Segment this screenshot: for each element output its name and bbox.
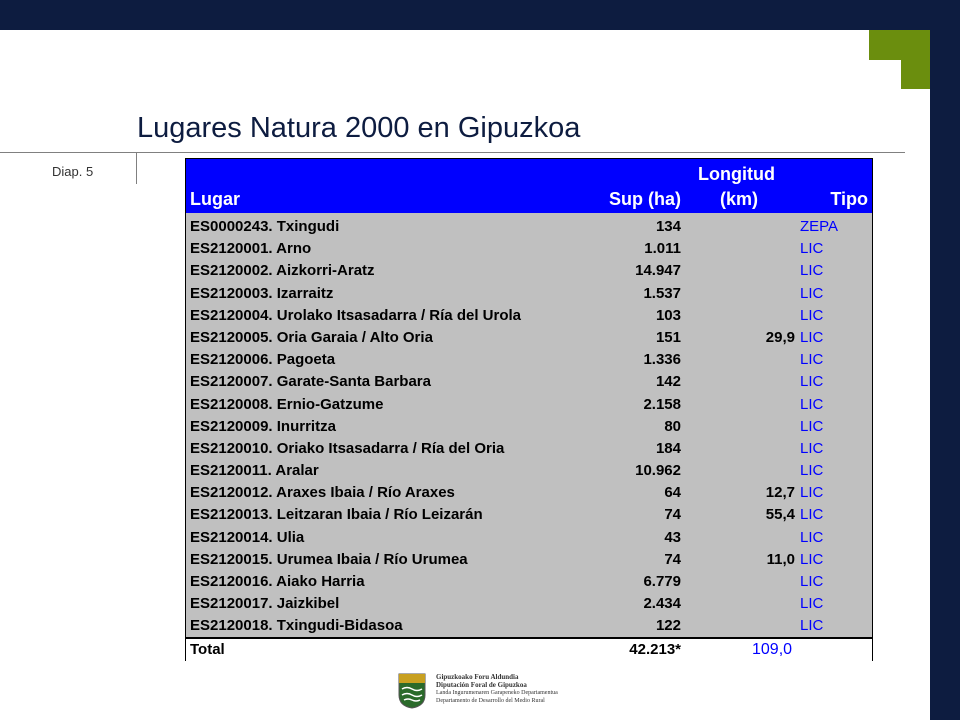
cell-lugar: ES2120003. Izarraitz <box>190 284 334 302</box>
cell-tipo: LIC <box>800 506 824 524</box>
cell-sup: 1.011 <box>644 240 681 258</box>
total-sup: 42.213* <box>629 641 681 658</box>
green-accent-notch <box>869 60 901 89</box>
cell-sup: 2.434 <box>643 595 681 613</box>
cell-lugar: ES2120014. Ulia <box>190 528 305 546</box>
cell-sup: 103 <box>655 306 681 324</box>
cell-lugar: ES0000243. Txingudi <box>190 218 340 235</box>
title-divider <box>136 152 137 184</box>
total-longitud: 109,0 <box>752 641 793 658</box>
table-row <box>186 482 872 504</box>
cell-lugar: ES2120009. Inurritza <box>190 417 336 435</box>
total-row <box>186 637 872 662</box>
cell-tipo: LIC <box>800 240 824 258</box>
table-row <box>186 371 872 393</box>
cell-sup: 134 <box>655 218 681 235</box>
cell-tipo: LIC <box>800 262 824 280</box>
table-row <box>186 305 872 327</box>
header-lugar: Lugar <box>190 189 241 209</box>
table-row <box>186 460 872 482</box>
cell-sup: 2.158 <box>643 395 681 413</box>
table-row <box>186 527 872 549</box>
cell-lugar: ES2120011. Aralar <box>190 462 319 480</box>
cell-tipo: LIC <box>800 573 824 590</box>
cell-sup: 6.779 <box>643 573 681 590</box>
cell-longitud: 12,7 <box>765 484 795 502</box>
table-row <box>186 260 872 282</box>
table-row <box>186 216 872 238</box>
cell-sup: 184 <box>655 439 681 457</box>
cell-tipo: LIC <box>800 417 824 435</box>
header-tipo: Tipo <box>830 189 868 209</box>
top-bar <box>0 0 960 30</box>
logo-line-2: Diputación Foral de Gipuzkoa <box>436 681 527 689</box>
cell-lugar: ES2120016. Aiako Harria <box>190 573 365 590</box>
cell-lugar: ES2120008. Ernio-Gatzume <box>190 395 384 413</box>
cell-tipo: LIC <box>800 395 824 413</box>
cell-sup: 74 <box>664 506 681 524</box>
footer-logo-text <box>436 673 558 705</box>
gipuzkoa-coat-of-arms-icon <box>398 673 426 709</box>
table-body <box>186 216 872 638</box>
cell-lugar: ES2120017. Jaizkibel <box>190 595 340 613</box>
slide-number: Diap. 5 <box>52 164 94 179</box>
cell-tipo: LIC <box>800 351 824 369</box>
table-row <box>186 327 872 349</box>
cell-tipo: LIC <box>800 550 824 568</box>
cell-lugar: ES2120018. Txingudi-Bidasoa <box>190 617 403 635</box>
cell-tipo: LIC <box>800 439 824 457</box>
table-row <box>186 549 872 571</box>
cell-tipo: LIC <box>800 617 824 635</box>
cell-sup: 43 <box>664 528 681 546</box>
cell-longitud: 29,9 <box>765 328 795 346</box>
cell-tipo: LIC <box>800 484 824 502</box>
header-longitud-unit: (km) <box>720 189 759 209</box>
cell-tipo: LIC <box>800 462 824 480</box>
natura-table <box>185 158 873 661</box>
cell-sup: 151 <box>655 328 681 346</box>
logo-line-1: Gipuzkoako Foru Aldundia <box>436 673 519 681</box>
cell-tipo: LIC <box>800 528 824 546</box>
table-row <box>186 571 872 593</box>
cell-lugar: ES2120012. Araxes Ibaia / Río Araxes <box>190 484 455 502</box>
cell-tipo: LIC <box>800 373 824 391</box>
header-longitud: Longitud <box>698 164 775 184</box>
cell-sup: 74 <box>664 550 681 568</box>
cell-longitud: 11,0 <box>766 550 795 568</box>
table-row <box>186 394 872 416</box>
cell-lugar: ES2120002. Aizkorri-Aratz <box>190 262 375 280</box>
right-bar <box>930 30 960 720</box>
cell-sup: 10.962 <box>635 462 681 480</box>
table-row <box>186 238 872 260</box>
logo-line-3: Landa Ingurumenaren Garapeneko Departamentua <box>436 690 558 696</box>
cell-lugar: ES2120001. Arno <box>190 240 312 258</box>
table-row <box>186 349 872 371</box>
table-header <box>186 159 872 213</box>
slide-title: Lugares Natura 2000 en Gipuzkoa <box>137 112 581 144</box>
table-row <box>186 283 872 305</box>
table-row <box>186 416 872 438</box>
cell-lugar: ES2120005. Oria Garaia / Alto Oria <box>190 328 433 346</box>
logo-line-4: Departamento de Desarrollo del Medio Rural <box>436 698 545 704</box>
cell-sup: 142 <box>655 373 681 391</box>
cell-sup: 122 <box>655 617 681 635</box>
cell-lugar: ES2120004. Urolako Itsasadarra / Ría del Urola <box>190 306 522 324</box>
table-row <box>186 504 872 526</box>
total-label: Total <box>190 641 225 658</box>
cell-tipo: LIC <box>800 306 824 324</box>
header-sup: Sup (ha) <box>609 189 681 209</box>
cell-lugar: ES2120006. Pagoeta <box>190 351 336 369</box>
cell-tipo: LIC <box>800 284 824 302</box>
cell-lugar: ES2120015. Urumea Ibaia / Río Urumea <box>190 550 468 568</box>
cell-lugar: ES2120013. Leitzaran Ibaia / Río Leizarán <box>190 506 483 524</box>
table-row <box>186 593 872 615</box>
cell-tipo: ZEPA <box>800 218 839 235</box>
cell-longitud: 55,4 <box>765 506 795 524</box>
cell-tipo: LIC <box>800 328 824 346</box>
table-row <box>186 438 872 460</box>
cell-lugar: ES2120010. Oriako Itsasadarra / Ría del Oria <box>190 439 505 457</box>
table-row <box>186 615 872 637</box>
cell-sup: 14.947 <box>635 262 681 280</box>
cell-sup: 1.537 <box>643 284 681 302</box>
cell-lugar: ES2120007. Garate-Santa Barbara <box>190 373 431 391</box>
cell-sup: 64 <box>664 484 681 502</box>
cell-sup: 80 <box>664 417 681 435</box>
cell-tipo: LIC <box>800 595 824 613</box>
cell-sup: 1.336 <box>643 351 681 369</box>
